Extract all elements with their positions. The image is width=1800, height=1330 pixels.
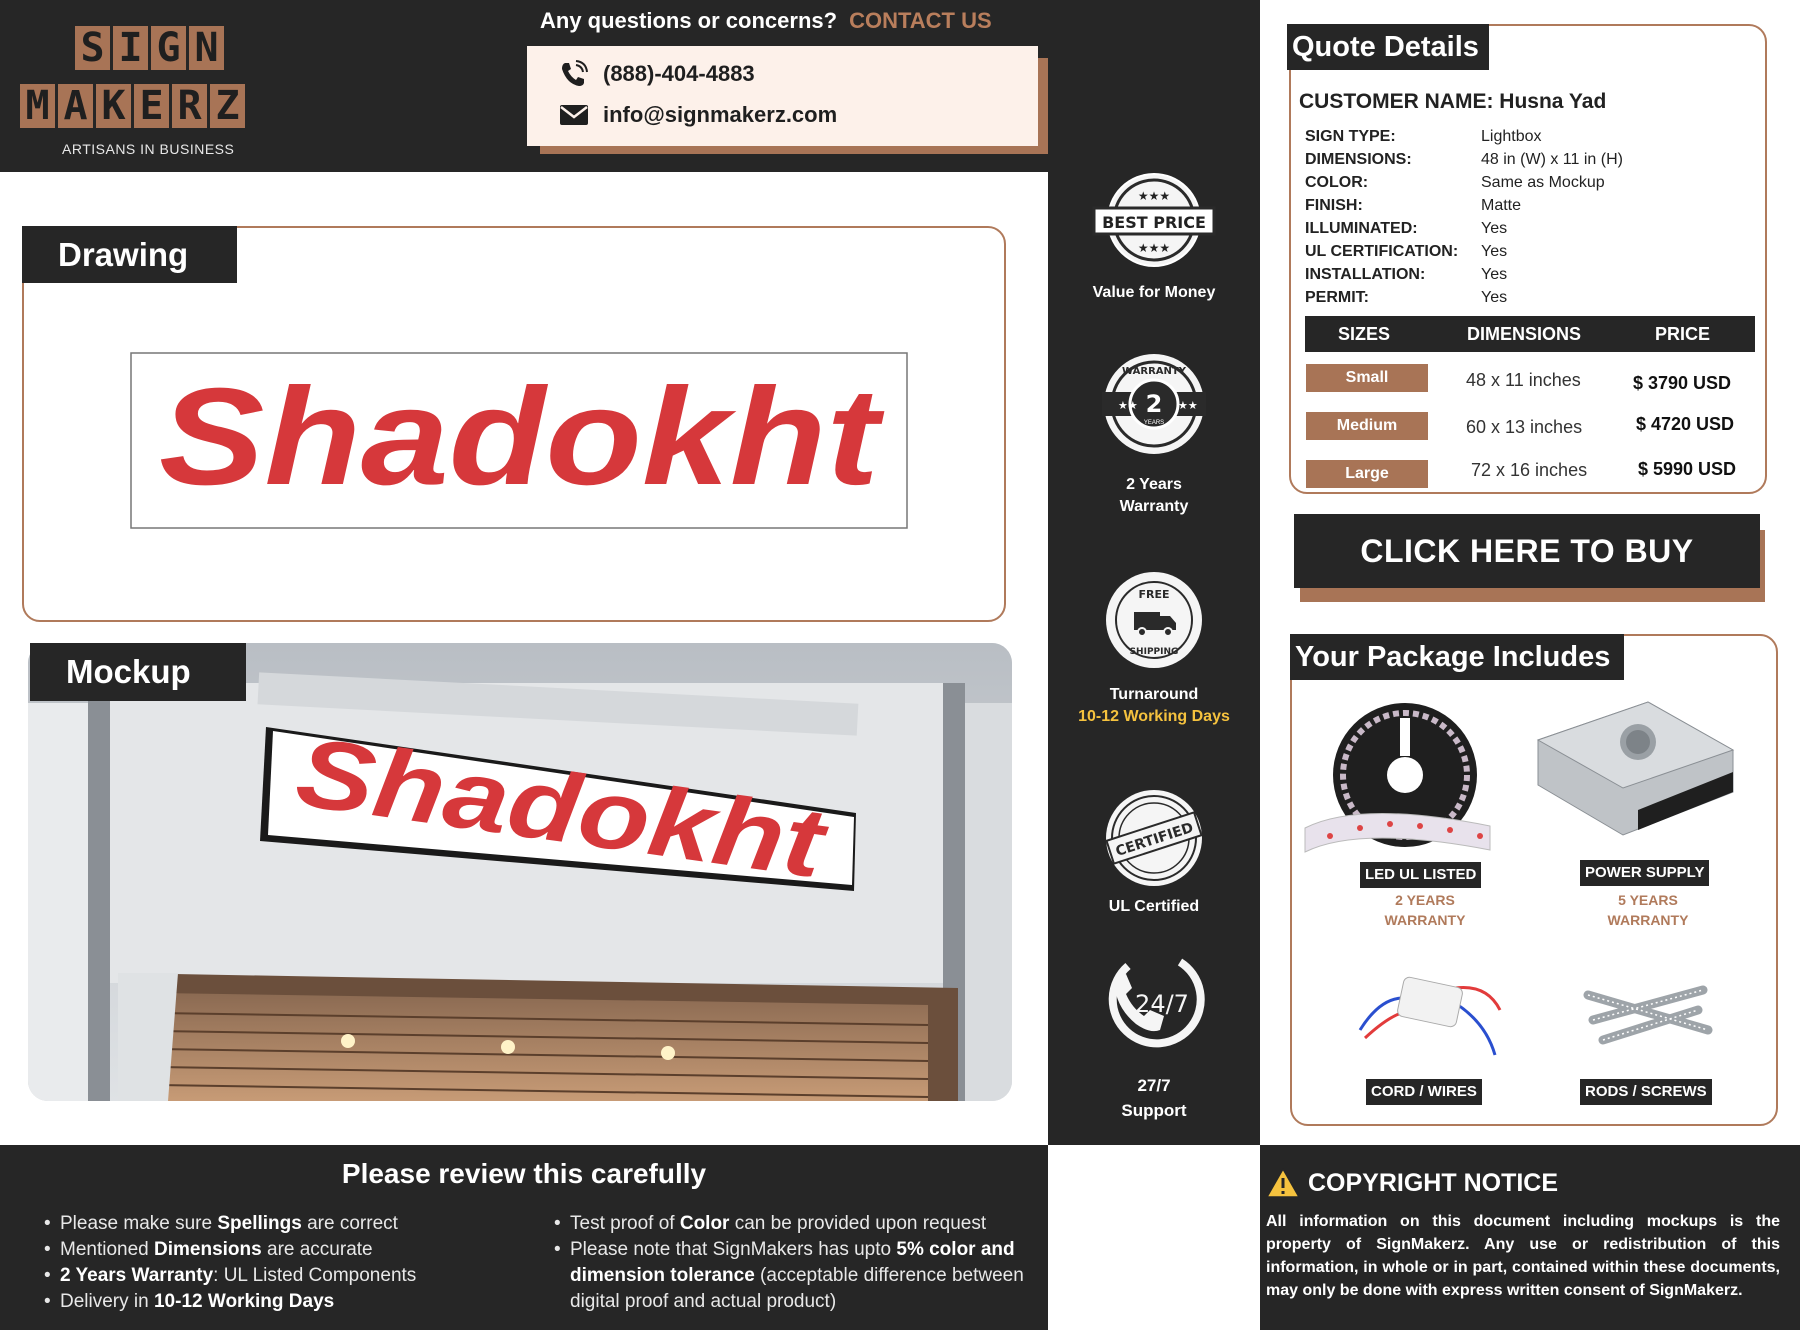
review-item: • Delivery in 10-12 Working Days	[44, 1289, 544, 1315]
logo-letter: S	[75, 26, 110, 70]
logo-letter: A	[58, 84, 93, 128]
svg-text:★★: ★★	[1118, 400, 1138, 412]
turnaround-label	[1048, 684, 1260, 728]
spec-ul-certification: UL CERTIFICATION: Yes	[1305, 243, 1508, 260]
dims-small: 48 x 11 inches	[1466, 370, 1581, 390]
led-warranty-text: WARRANTY	[1384, 912, 1466, 928]
spec-sign-type: SIGN TYPE: Lightbox	[1305, 128, 1542, 145]
warranty-line-2: Warranty	[1119, 498, 1189, 515]
review-item: • Mentioned Dimensions are accurate	[44, 1237, 544, 1263]
dims-medium: 60 x 13 inches	[1466, 417, 1583, 437]
support-24-7-icon	[1100, 948, 1208, 1056]
logo-tagline: ARTISANS IN BUSINESS	[62, 141, 235, 157]
click-here-to-buy-button[interactable]: CLICK HERE TO BUY	[1294, 514, 1760, 588]
drawing-sign	[130, 352, 908, 530]
support-badge-text: 24/7	[1135, 990, 1189, 1018]
certified-badge-text: CERTIFIED	[1113, 819, 1196, 860]
warranty-label	[1048, 474, 1260, 518]
support-line-1: 27/7	[1137, 1076, 1171, 1095]
size-option-medium[interactable]: Medium	[1306, 412, 1428, 440]
logo-letter: M	[20, 84, 55, 128]
questions-line	[540, 8, 992, 34]
header-price: PRICE	[1655, 324, 1711, 344]
svg-text:FREE: FREE	[1138, 588, 1170, 601]
spec-illuminated: ILLUMINATED: Yes	[1305, 220, 1508, 237]
phone-number: (888)-404-4883	[603, 61, 755, 86]
review-item: • 2 Years Warranty: UL Listed Components	[44, 1263, 544, 1289]
mockup-sign-text: Shadokht	[290, 715, 748, 887]
email-address: info@signmakerz.com	[603, 102, 838, 127]
price-table-header	[1305, 316, 1755, 352]
review-list-right	[554, 1211, 1044, 1315]
customer-name-value: Husna Yad	[1499, 90, 1607, 113]
package-title: Your Package Includes	[1290, 634, 1624, 680]
phone-row[interactable]	[559, 60, 755, 88]
led-warranty-years: 2 YEARS	[1395, 892, 1455, 908]
warning-icon	[1266, 1168, 1300, 1198]
warranty-badge-number: 2	[1145, 390, 1163, 418]
review-list-left	[44, 1211, 544, 1315]
svg-text:SHIPPING: SHIPPING	[1129, 647, 1179, 657]
spec-permit: PERMIT: Yes	[1305, 289, 1508, 306]
review-title: Please review this carefully	[341, 1158, 707, 1189]
warranty-badge-years: YEARS	[1143, 420, 1165, 426]
svg-text:★★★: ★★★	[1137, 241, 1171, 255]
spec-dimensions: DIMENSIONS: 48 in (W) x 11 in (H)	[1305, 151, 1623, 168]
mail-icon	[559, 104, 589, 126]
led-warranty	[1350, 890, 1500, 930]
svg-text:★★: ★★	[1178, 400, 1198, 412]
logo-letter: K	[96, 84, 131, 128]
dims-large: 72 x 16 inches	[1471, 460, 1588, 480]
warranty-line-1: 2 Years	[1126, 476, 1182, 493]
size-option-large[interactable]: Large	[1306, 460, 1428, 488]
value-for-money-label: Value for Money	[1092, 284, 1216, 301]
power-supply-warranty-years: 5 YEARS	[1618, 892, 1678, 908]
logo-line-2	[20, 84, 248, 128]
support-label	[1048, 1073, 1260, 1123]
power-supply-warranty-text: WARRANTY	[1607, 912, 1689, 928]
spec-color: COLOR: Same as Mockup	[1305, 174, 1605, 191]
power-supply-label: POWER SUPPLY	[1580, 860, 1709, 886]
review-item: • Please note that SignMakers has upto 5% color and dimension tolerance (acceptable difference between digital proof and actual product)	[554, 1237, 1044, 1315]
led-strip-icon	[1300, 700, 1500, 865]
review-item: • Please make sure Spellings are correct	[44, 1211, 544, 1237]
cord-wires-label: CORD / WIRES	[1366, 1079, 1482, 1105]
quote-details-title: Quote Details	[1287, 24, 1489, 70]
header-sizes: SIZES	[1338, 324, 1391, 344]
support-line-2: Support	[1121, 1101, 1187, 1120]
logo-letter: G	[151, 26, 186, 70]
mockup-card	[28, 643, 1012, 1101]
review-item: • Test proof of Color can be provided upon request	[554, 1211, 1044, 1237]
spec-finish: FINISH: Matte	[1305, 197, 1522, 214]
price-medium: $ 4720 USD	[1636, 414, 1735, 434]
logo-line-1	[20, 26, 227, 70]
price-small: $ 3790 USD	[1633, 373, 1732, 393]
ul-certified-label: UL Certified	[1108, 898, 1200, 915]
price-large: $ 5990 USD	[1638, 459, 1737, 479]
certified-icon	[1102, 786, 1206, 890]
drawing-sign-text: Shadokht	[159, 360, 885, 514]
customer-name-line	[1299, 90, 1606, 114]
cord-wires-icon	[1355, 960, 1505, 1060]
logo-letter: N	[189, 26, 224, 70]
contact-box	[527, 46, 1038, 146]
warranty-badge-label: WARRANTY	[1122, 366, 1186, 377]
free-shipping-icon	[1102, 568, 1206, 672]
rods-screws-label: RODS / SCREWS	[1580, 1079, 1712, 1105]
header-dimensions: DIMENSIONS	[1467, 324, 1582, 344]
svg-text:★★★: ★★★	[1137, 189, 1171, 203]
mockup-image	[28, 643, 1012, 1101]
best-price-text: BEST PRICE	[1102, 213, 1206, 232]
size-option-small[interactable]: Small	[1306, 364, 1428, 392]
led-ul-listed-label: LED UL LISTED	[1360, 862, 1481, 888]
power-supply-icon	[1528, 700, 1738, 840]
best-price-badge-icon	[1092, 170, 1216, 270]
logo-letter: I	[113, 26, 148, 70]
logo-letter: E	[134, 84, 169, 128]
contact-us-link[interactable]: CONTACT US	[849, 8, 992, 33]
phone-icon	[559, 60, 589, 88]
email-row[interactable]	[559, 102, 837, 128]
mockup-title: Mockup	[30, 643, 246, 701]
questions-text: Any questions or concerns?	[540, 8, 838, 33]
logo-letter: R	[172, 84, 207, 128]
copyright-title-text: COPYRIGHT NOTICE	[1308, 1168, 1559, 1197]
drawing-title: Drawing	[22, 226, 237, 283]
copyright-text: All information on this document including mockups is the property of SignMakerz. Any use or redistribution of this information, in whole or in part, contained within these documents, may only be done with express written consent of SignMakerz.	[1266, 1213, 1780, 1299]
power-supply-warranty	[1573, 890, 1723, 930]
turnaround-title: Turnaround	[1109, 686, 1199, 703]
rods-screws-icon	[1578, 975, 1718, 1055]
warranty-badge-icon	[1098, 352, 1210, 456]
copyright-title	[1266, 1168, 1558, 1198]
customer-name-label: CUSTOMER NAME:	[1299, 90, 1494, 113]
spec-installation: INSTALLATION: Yes	[1305, 266, 1508, 283]
drawing-card	[22, 226, 1006, 622]
features-sidebar	[1048, 0, 1260, 1145]
logo-letter: Z	[210, 84, 245, 128]
turnaround-days: 10-12 Working Days	[1078, 708, 1230, 725]
